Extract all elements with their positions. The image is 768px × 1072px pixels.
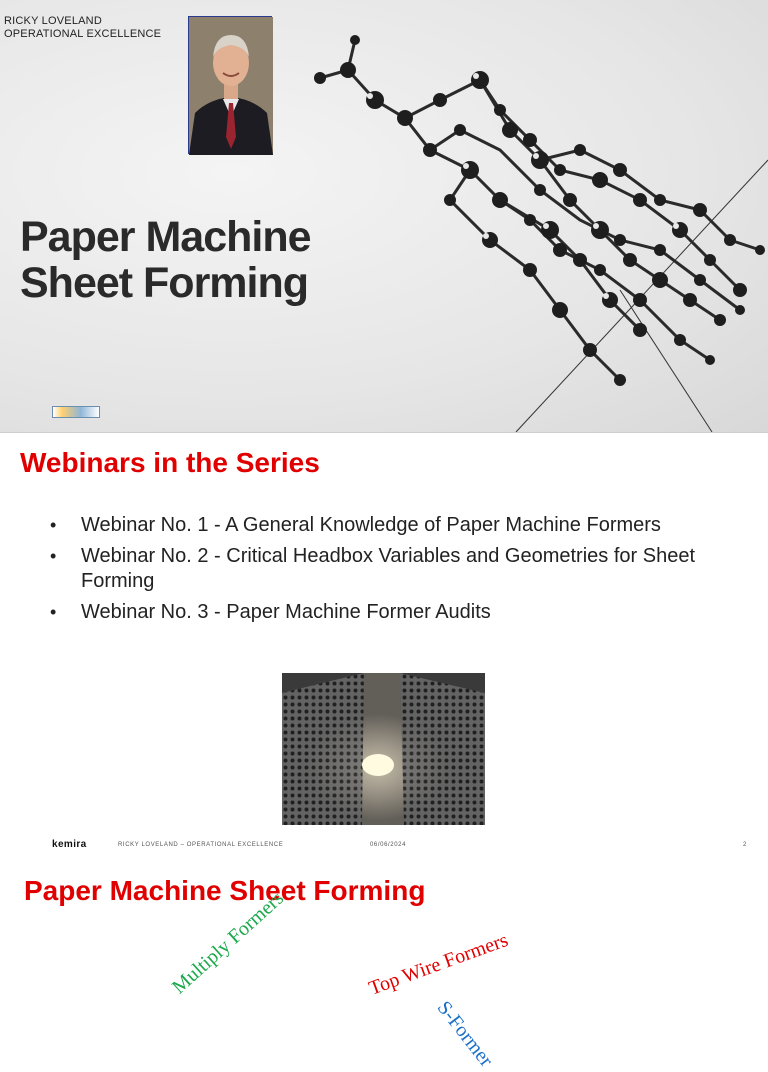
presenter-block: [4, 15, 161, 41]
title-line-2: Sheet Forming: [20, 259, 309, 307]
label-multiply-formers: Multiply Formers: [168, 887, 289, 999]
company-logo: [52, 406, 100, 418]
presenter-name: RICKY LOVELAND: [4, 15, 102, 27]
slide-title: [20, 214, 311, 306]
presenter-role: OPERATIONAL EXCELLENCE: [4, 28, 162, 40]
footer-brand: kemira: [52, 839, 87, 850]
slide-title: Webinars in the Series: [20, 447, 320, 478]
footer-presenter: RICKY LOVELAND – OPERATIONAL EXCELLENCE: [118, 842, 284, 848]
title-slide: [0, 0, 768, 432]
presenter-photo: [188, 16, 272, 154]
list-item: • Webinar No. 2 - Critical Headbox Variables and Geometries for Sheet Forming: [50, 544, 730, 594]
label-s-former: S-Former: [432, 997, 498, 1071]
footer-date: 06/06/2024: [370, 842, 407, 848]
list-item: • Webinar No. 3 - Paper Machine Former Audits: [50, 600, 730, 625]
molecule-illustration: [300, 0, 768, 432]
list-item: • Webinar No. 1 - A General Knowledge of Paper Machine Formers: [50, 513, 730, 538]
footer-page-number: 2: [743, 842, 747, 848]
bullet-list: [50, 513, 730, 631]
webinars-slide: [0, 432, 768, 858]
label-top-wire-formers: Top Wire Formers: [366, 928, 511, 1000]
slide-title: Paper Machine Sheet Forming: [24, 875, 426, 906]
title-line-1: Paper Machine: [20, 213, 311, 261]
slide-footer: [0, 837, 768, 853]
forming-section-photo: [282, 673, 485, 825]
sheet-forming-slide: [0, 857, 768, 1071]
